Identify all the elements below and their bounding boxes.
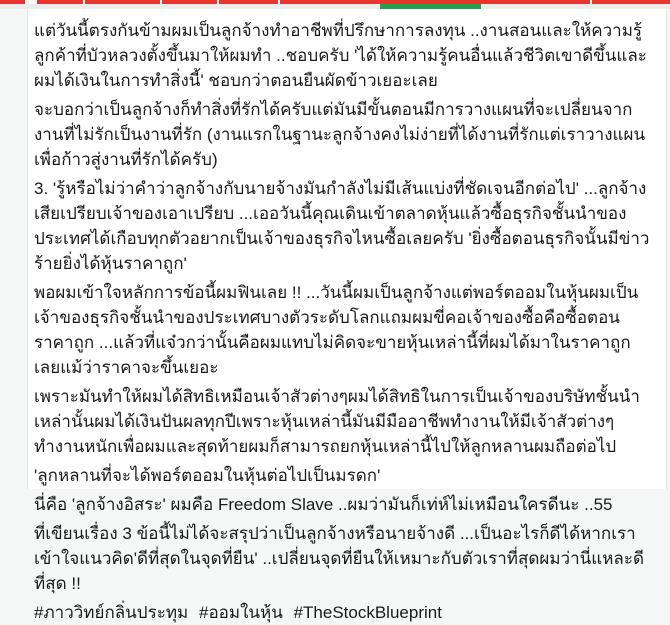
hashtag-row	[34, 600, 656, 625]
post-paragraph: แต่วันนี้ตรงกันข้ามผมเป็นลูกจ้างทำอาชีพที่ปรึกษาการลงทุน ..งานสอนและให้ความรู้ลูกค้าที่บัวหลวงตั้งขึ้นมาให้ผมทำ ..ชอบครับ 'ได้ให้ความรู้คนอื่นแล้วชีวิตเขาดีขึ้นและผมได้เงินในการทำสิ่งนี้' ชอบกว่าตอนยืนผัดข้าวเยอะเลย	[34, 21, 647, 90]
post-paragraph: เพราะมันทำให้ผมได้สิทธิเหมือนเจ้าสัวต่างๆผมได้สิทธิในการเป็นเจ้าของบริษัทชั้นนำเหล่านั้นผมได้เงินปันผลทุกปีเพราะหุ้นเหล่านี้มันมีมืออาชีพทำงานให้มีเจ้าสัวต่างๆทำงานหนักเพื่อผมและสุดท้ายผมก็สามารถยกหุ้นเหล่านี้ไปให้ลูกหลานผมถือต่อไป	[34, 387, 640, 456]
post-paragraph: ที่เขียนเรื่อง 3 ข้อนี้ไม่ได้จะสรุปว่าเป็นลูกจ้างหรือนายจ้างดี ...เป็นอะไรก็ดีได้หากเราเข้าใจแนวคิด'ดีที่สุดในจุดที่ยืน' ..เปลี่ยนจุดที่ยืนให้เหมาะกับตัวเราที่สุดผมว่านี่แหละดีที่สุด !!	[34, 524, 645, 593]
post-paragraph: จะบอกว่าเป็นลูกจ้างก็ทำสิ่งที่รักได้ครับแต่มันมีขั้นตอนมีการวางแผนที่จะเปลี่ยนจากงานที่ไม่รักเป็นงานที่รัก (งานแรกในฐานะลูกจ้างคงไม่ง่ายที่ได้งานที่รักแต่เราวางแผนเพื่อก้าวสู่งานที่รักได้ครับ)	[34, 100, 646, 169]
post-card	[27, 9, 667, 622]
post-paragraph: 'ลูกหลานที่จะได้พอร์ตออมในหุ้นต่อไปเป็นมรดก'	[34, 466, 381, 485]
post-paragraph: 3. 'รู้หรือไม่ว่าคำว่าลูกจ้างกับนายจ้างมันกำลังไม่มีเส้นแบ่งที่ชัดเจนอีกต่อไป' ...ลูกจ้างเสียเปรียบเจ้าของเอาเปรียบ ...เออวันนี้คุณเดินเข้าตลาดหุ้นแล้วซื้อธุรกิจชั้นนำของประเทศได้เกือบทุกตัวอยากเป็นเจ้าของธุรกิจไหนซื้อเลยครับ 'ยิ่งซื้อตอนธุรกิจนั้นมีข่าวร้ายยิ่งได้หุ้นราคาถูก'	[34, 179, 650, 273]
post-paragraph: พอผมเข้าใจหลักการข้อนี้ผมฟินเลย !! ...วันนี้ผมเป็นลูกจ้างแต่พอร์ตออมในหุ้นผมเป็นเจ้าของธุรกิจชั้นนำของประเทศบางตัวระดับโลกแถมผมขี่คอเจ้าของซื้อคือซื้อตอนราคาถูก ...แล้วที่แจ๋วกว่านั้นคือผมแทบไม่คิดจะขายหุ้นเหล่านี้ที่ผมได้มาในราคาถูกเลยแม้ว่าราคาจะขึ้นเยอะ	[34, 283, 639, 377]
hashtag-link[interactable]: #ออมในหุ้น	[199, 603, 283, 622]
hashtag-link[interactable]: #TheStockBlueprint	[293, 603, 442, 622]
post-paragraph: นี่คือ 'ลูกจ้างอิสระ' ผมคือ Freedom Slave ..ผมว่ามันก็เท่ห์ไม่เหมือนใครดีนะ ..55	[34, 495, 613, 514]
hashtag-link[interactable]: #ภาววิทย์กลิ่นประทุม	[34, 603, 189, 622]
